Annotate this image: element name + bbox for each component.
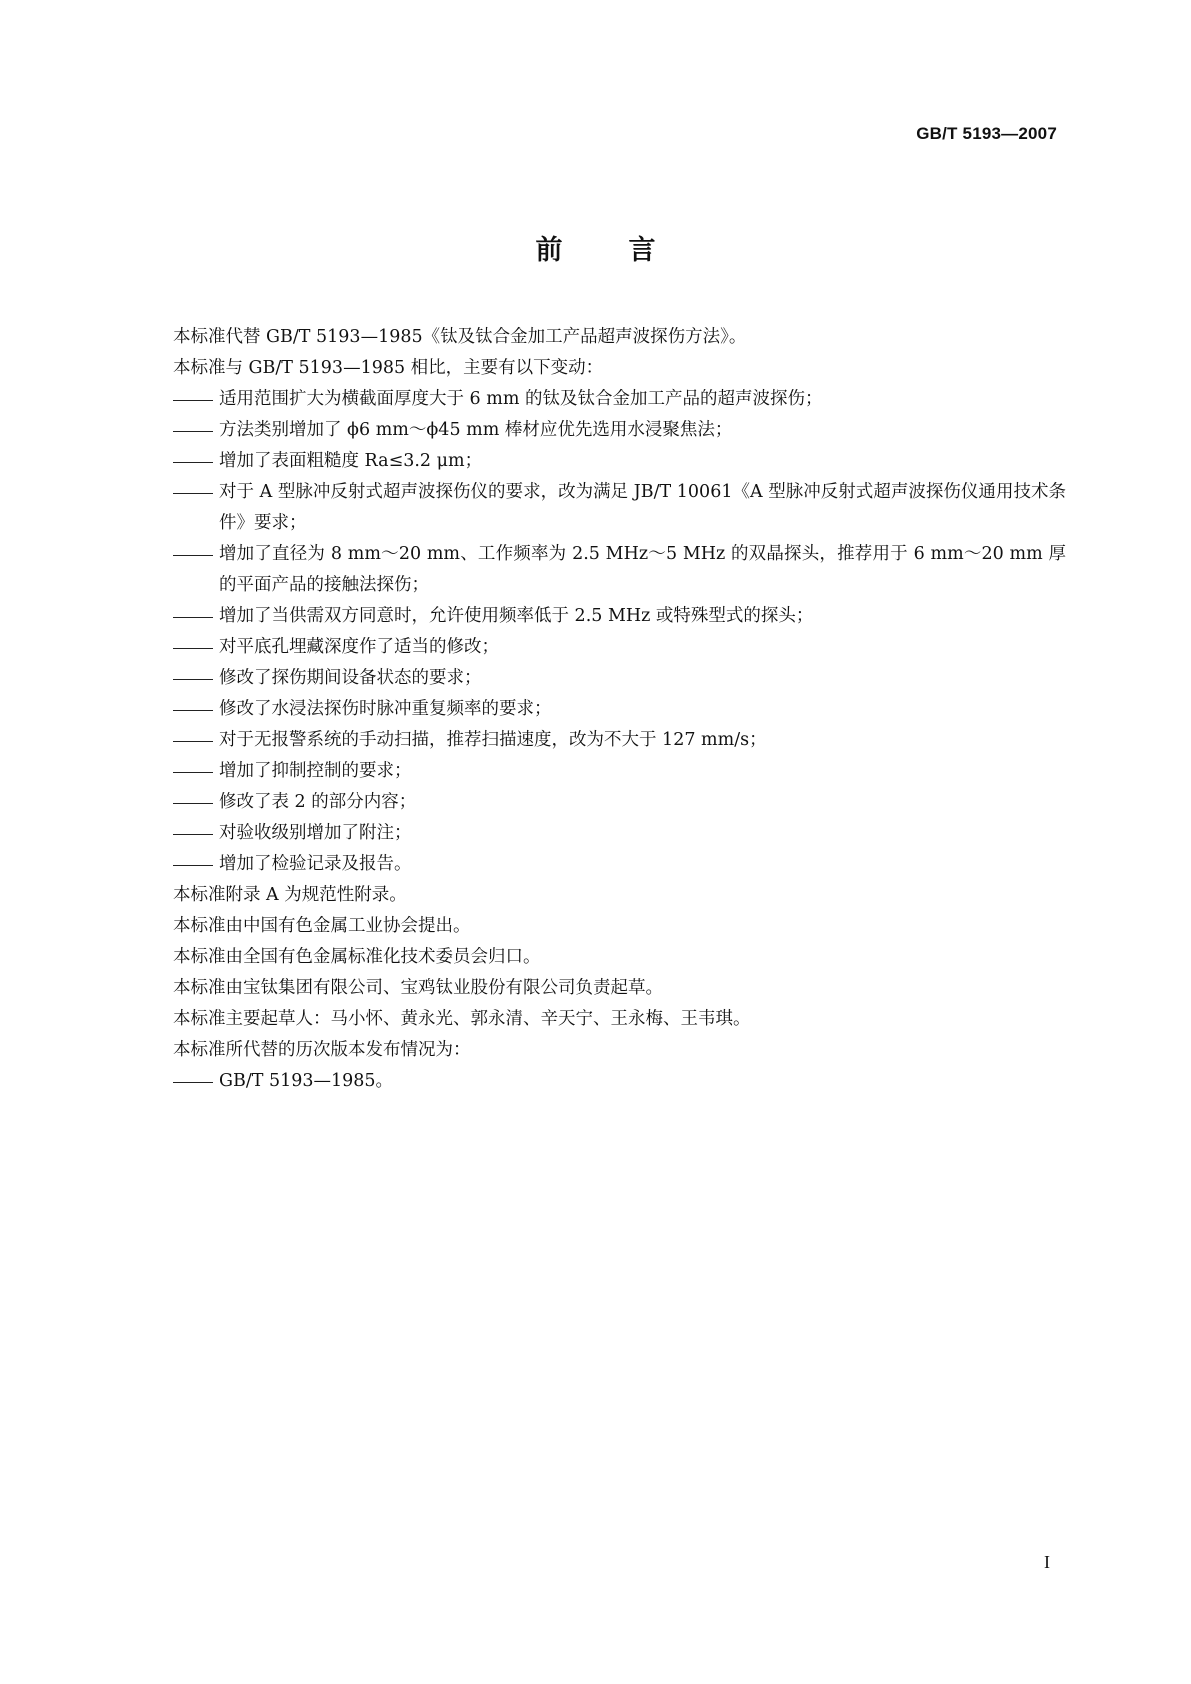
title-char-1: 前 — [535, 235, 563, 266]
dash-mark — [173, 787, 219, 818]
paragraph-drafters: 本标准主要起草人：马小怀、黄永光、郭永清、辛天宁、王永梅、王韦琪。 — [173, 1009, 751, 1029]
page-number: I — [1044, 1552, 1050, 1572]
dash-mark — [173, 1066, 219, 1097]
dash-mark — [173, 849, 219, 880]
dash-mark — [173, 477, 219, 508]
dash-mark — [173, 415, 219, 446]
page-title — [0, 228, 1191, 267]
change-item: 增加了抑制控制的要求； — [173, 756, 1066, 787]
change-item: 增加了检验记录及报告。 — [173, 849, 1066, 880]
paragraph-centralized-by: 本标准由全国有色金属标准化技术委员会归口。 — [173, 947, 541, 967]
dash-mark — [173, 446, 219, 477]
paragraph-previous-versions: 本标准所代替的历次版本发布情况为： — [173, 1040, 471, 1060]
dash-mark — [173, 601, 219, 632]
dash-mark — [173, 694, 219, 725]
change-item: 增加了直径为 8 mm～20 mm、工作频率为 2.5 MHz～5 MHz 的双晶探头，推荐用于 6 mm～20 mm 厚的平面产品的接触法探伤； — [173, 539, 1066, 601]
change-item: 对验收级别增加了附注； — [173, 818, 1066, 849]
paragraph-changes-intro: 本标准与 GB/T 5193—1985 相比，主要有以下变动： — [173, 358, 604, 378]
dash-mark — [173, 663, 219, 694]
dash-mark — [173, 818, 219, 849]
dash-mark — [173, 384, 219, 415]
standard-number: GB/T 5193—2007 — [916, 124, 1057, 143]
change-item: 对平底孔埋藏深度作了适当的修改； — [173, 632, 1066, 663]
change-item: 适用范围扩大为横截面厚度大于 6 mm 的钛及钛合金加工产品的超声波探伤； — [173, 384, 1066, 415]
paragraph-drafted-by: 本标准由宝钛集团有限公司、宝鸡钛业股份有限公司负责起草。 — [173, 978, 663, 998]
paragraph-annex: 本标准附录 A 为规范性附录。 — [173, 885, 407, 905]
change-item: 增加了表面粗糙度 Ra≤3.2 μm； — [173, 446, 1066, 477]
change-item: 对于无报警系统的手动扫描，推荐扫描速度，改为不大于 127 mm/s； — [173, 725, 1066, 756]
dash-mark — [173, 632, 219, 663]
dash-mark — [173, 756, 219, 787]
change-item: 增加了当供需双方同意时，允许使用频率低于 2.5 MHz 或特殊型式的探头； — [173, 601, 1066, 632]
paragraph-replaces: 本标准代替 GB/T 5193—1985《钛及钛合金加工产品超声波探伤方法》。 — [173, 327, 747, 347]
change-item: 修改了表 2 的部分内容； — [173, 787, 1066, 818]
dash-mark — [173, 539, 219, 570]
change-item: 对于 A 型脉冲反射式超声波探伤仪的要求，改为满足 JB/T 10061《A 型脉冲反射式超声波探伤仪通用技术条件》要求； — [173, 477, 1066, 539]
dash-mark — [173, 725, 219, 756]
foreword-body — [173, 322, 1066, 1097]
change-item: 方法类别增加了 ϕ6 mm～ϕ45 mm 棒材应优先选用水浸聚焦法； — [173, 415, 1066, 446]
title-char-2: 言 — [628, 235, 656, 266]
change-item: 修改了探伤期间设备状态的要求； — [173, 663, 1066, 694]
paragraph-proposed-by: 本标准由中国有色金属工业协会提出。 — [173, 916, 471, 936]
previous-version-item: GB/T 5193—1985。 — [173, 1066, 1066, 1097]
change-item: 修改了水浸法探伤时脉冲重复频率的要求； — [173, 694, 1066, 725]
